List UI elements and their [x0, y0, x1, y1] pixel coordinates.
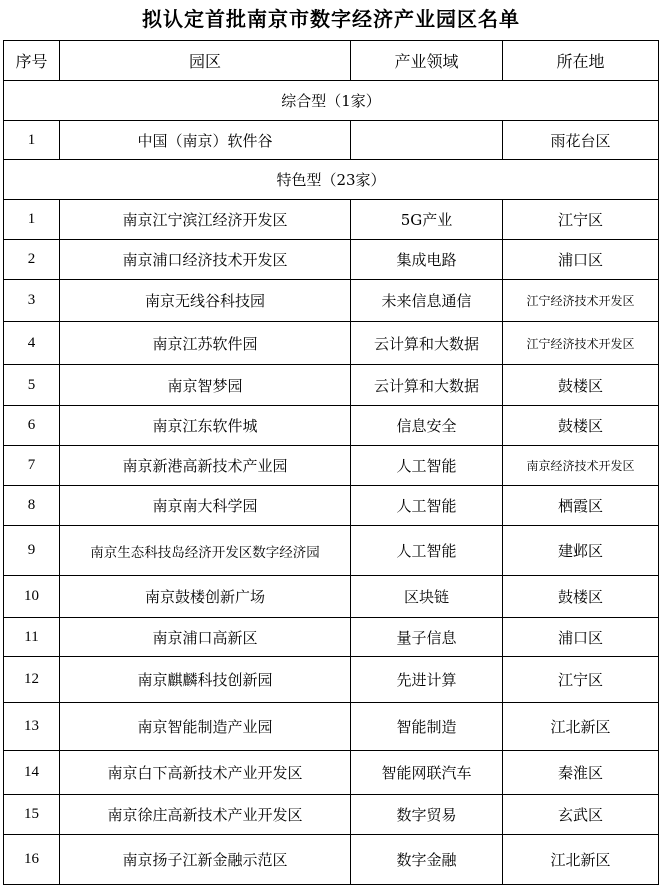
- row-no: 1: [4, 121, 60, 160]
- row-park: 南京南大科学园: [60, 486, 351, 526]
- row-location: 鼓楼区: [503, 365, 659, 406]
- row-park: 南京新港高新技术产业园: [60, 446, 351, 486]
- page-title: 拟认定首批南京市数字经济产业园区名单: [142, 7, 520, 31]
- table-row: [4, 280, 659, 322]
- row-field: 先进计算: [351, 657, 503, 703]
- header-park: 园区: [60, 41, 351, 81]
- row-park: 中国（南京）软件谷: [60, 121, 351, 160]
- row-location: 栖霞区: [503, 486, 659, 526]
- row-location: 江北新区: [503, 703, 659, 751]
- row-location: 江宁经济技术开发区: [503, 280, 659, 322]
- row-park: 南京江宁滨江经济开发区: [60, 200, 351, 240]
- row-field: 人工智能: [351, 486, 503, 526]
- table-row: [4, 835, 659, 885]
- row-location: 浦口区: [503, 240, 659, 280]
- row-location: 江宁区: [503, 657, 659, 703]
- table-row: [4, 322, 659, 365]
- row-field: 人工智能: [351, 446, 503, 486]
- header-location: 所在地: [503, 41, 659, 81]
- row-field: 人工智能: [351, 526, 503, 576]
- table-row: [4, 576, 659, 618]
- row-no: 13: [4, 703, 60, 751]
- row-field: 未来信息通信: [351, 280, 503, 322]
- row-park: 南京无线谷科技园: [60, 280, 351, 322]
- section-label: 综合型（1家）: [4, 81, 659, 121]
- row-field: 智能网联汽车: [351, 751, 503, 795]
- row-field: 智能制造: [351, 703, 503, 751]
- row-location: 江北新区: [503, 835, 659, 885]
- row-field: 量子信息: [351, 618, 503, 657]
- header-no: 序号: [4, 41, 60, 81]
- row-park: 南京智梦园: [60, 365, 351, 406]
- row-field: 5G产业: [351, 200, 503, 240]
- row-location: 鼓楼区: [503, 576, 659, 618]
- row-no: 11: [4, 618, 60, 657]
- row-location: 南京经济技术开发区: [503, 446, 659, 486]
- table-row: [4, 795, 659, 835]
- section-row-specialty: [4, 160, 659, 200]
- header-row: [4, 41, 659, 81]
- row-no: 4: [4, 322, 60, 365]
- row-location: 浦口区: [503, 618, 659, 657]
- row-park: 南京江苏软件园: [60, 322, 351, 365]
- table-row: [4, 446, 659, 486]
- row-field: 云计算和大数据: [351, 322, 503, 365]
- row-park: 南京智能制造产业园: [60, 703, 351, 751]
- row-field: 云计算和大数据: [351, 365, 503, 406]
- table-row: [4, 703, 659, 751]
- table-row: [4, 751, 659, 795]
- row-no: 14: [4, 751, 60, 795]
- section-label: 特色型（23家）: [4, 160, 659, 200]
- row-location: 秦淮区: [503, 751, 659, 795]
- table-row: [4, 121, 659, 160]
- row-no: 15: [4, 795, 60, 835]
- row-park: 南京扬子江新金融示范区: [60, 835, 351, 885]
- row-park: 南京浦口经济技术开发区: [60, 240, 351, 280]
- row-no: 9: [4, 526, 60, 576]
- park-list-table: [3, 40, 659, 885]
- table-row: [4, 365, 659, 406]
- table-row: [4, 618, 659, 657]
- row-park: 南京浦口高新区: [60, 618, 351, 657]
- row-park: 南京江东软件城: [60, 406, 351, 446]
- row-no: 16: [4, 835, 60, 885]
- row-no: 3: [4, 280, 60, 322]
- row-park: 南京徐庄高新技术产业开发区: [60, 795, 351, 835]
- row-field: 数字贸易: [351, 795, 503, 835]
- row-field: 区块链: [351, 576, 503, 618]
- row-no: 5: [4, 365, 60, 406]
- row-field: 信息安全: [351, 406, 503, 446]
- table-row: [4, 486, 659, 526]
- table-row: [4, 406, 659, 446]
- row-location: 玄武区: [503, 795, 659, 835]
- row-park: 南京生态科技岛经济开发区数字经济园: [60, 526, 351, 576]
- row-no: 8: [4, 486, 60, 526]
- table-row: [4, 200, 659, 240]
- row-park: 南京麒麟科技创新园: [60, 657, 351, 703]
- row-no: 7: [4, 446, 60, 486]
- row-location: 建邺区: [503, 526, 659, 576]
- row-location: 江宁经济技术开发区: [503, 322, 659, 365]
- table-row: [4, 526, 659, 576]
- row-location: 鼓楼区: [503, 406, 659, 446]
- row-no: 2: [4, 240, 60, 280]
- header-field: 产业领域: [351, 41, 503, 81]
- row-field: 集成电路: [351, 240, 503, 280]
- row-no: 12: [4, 657, 60, 703]
- row-park: 南京鼓楼创新广场: [60, 576, 351, 618]
- section-row-comprehensive: [4, 81, 659, 121]
- table-row: [4, 240, 659, 280]
- row-no: 1: [4, 200, 60, 240]
- row-field: 数字金融: [351, 835, 503, 885]
- row-field: [351, 121, 503, 160]
- row-location: 雨花台区: [503, 121, 659, 160]
- row-location: 江宁区: [503, 200, 659, 240]
- row-no: 6: [4, 406, 60, 446]
- row-park: 南京白下高新技术产业开发区: [60, 751, 351, 795]
- table-row: [4, 657, 659, 703]
- row-no: 10: [4, 576, 60, 618]
